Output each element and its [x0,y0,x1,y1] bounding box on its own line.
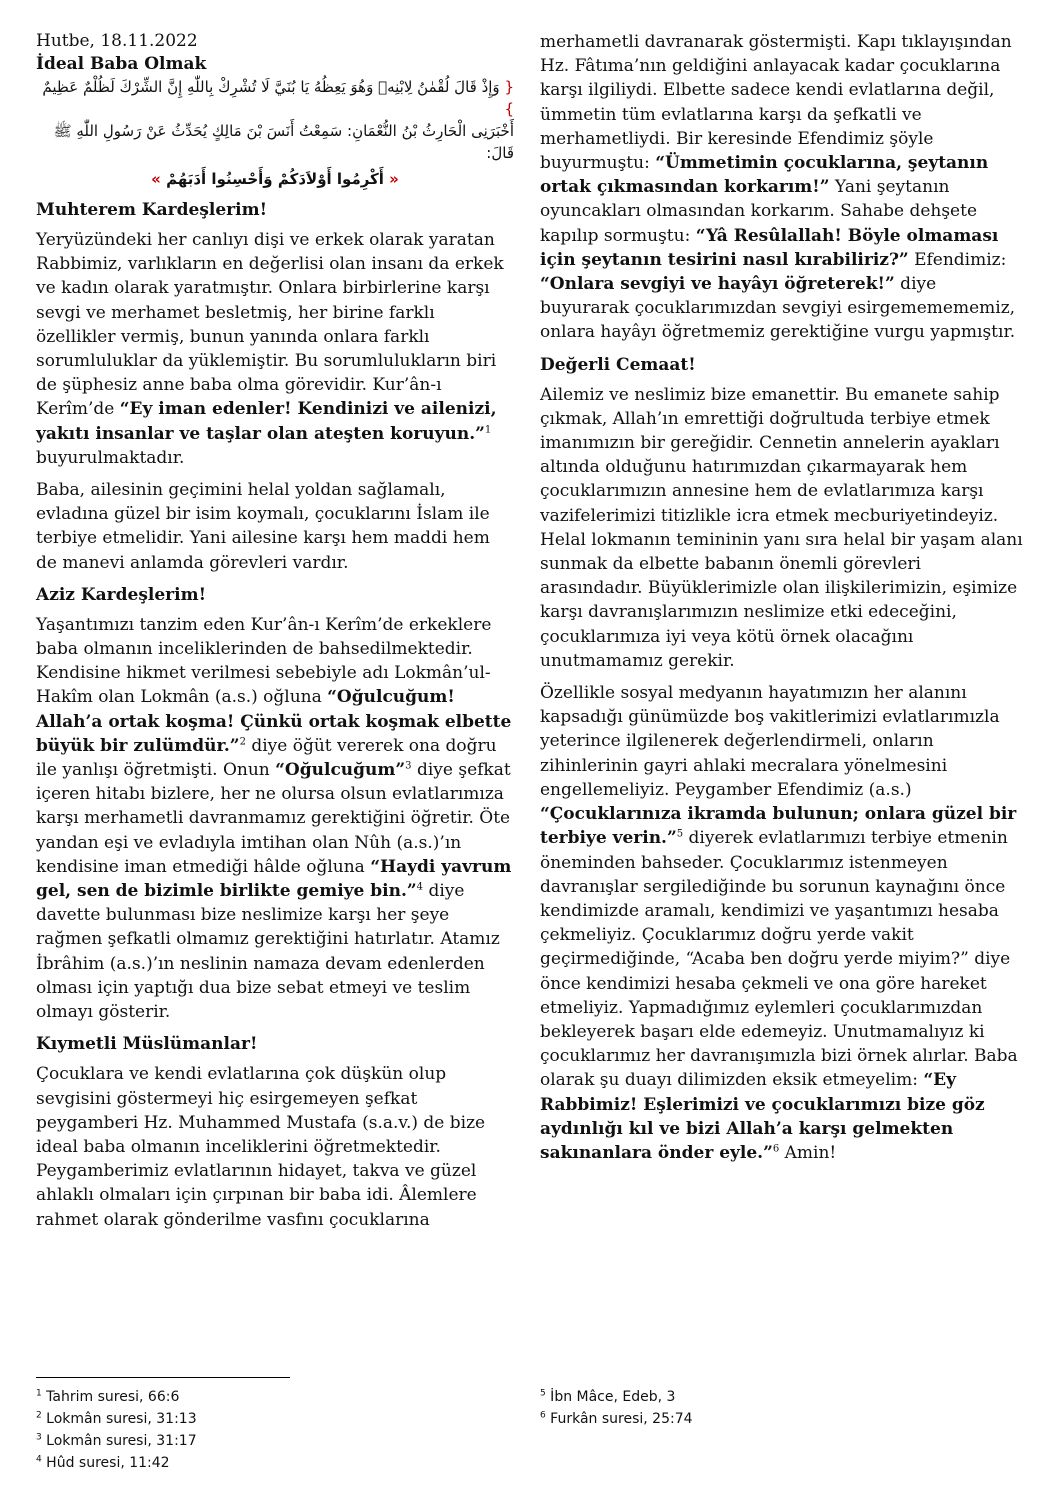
paragraph [540,30,1026,345]
paragraph [36,613,514,1024]
section-heading: Kıymetli Müslümanlar! [36,1034,258,1055]
footnote-ref: 1 [484,423,492,435]
text-run: Efendimiz: [908,249,1007,270]
section-heading: Aziz Kardeşlerim! [36,584,207,605]
hadith-text: أَكْرِمُوا أَوْلاَدَكُمْ وَأَحْسِنُوا أَدَبَهُمْ [166,170,384,188]
section-heading: Muhterem Kardeşlerim! [36,200,268,220]
footnote: $^5$ İbn Mâce, Edeb, 3 [540,1388,676,1405]
right-column [540,30,1026,1173]
text-run: diye öğüt vererek ona doğru ile yanlışı öğretmişti. Onun [36,735,497,781]
hadith-close-quote: » [151,170,161,188]
quote: “Oğulcuğum” [275,760,406,781]
footnote: $^4$ Hûd suresi, 11:42 [36,1454,170,1471]
paragraph [540,681,1026,1165]
text-run: diye davette bulunması bize neslimize karşı her şeye rağmen şefkatli olmamız gerektiğini hatırlatır. Atamız İbrâhim (a.s.)’ın neslinin namaza devam edenlerden olması için yaptığı dua bize sebat etmeyi ve teslim olmayı gösterir. [36,881,500,1023]
footnote: $^2$ Lokmân suresi, 31:13 [36,1410,197,1427]
sermon-date: Hutbe, 18.11.2022 [36,31,198,51]
section-heading: Değerli Cemaat! [540,354,696,375]
quote: “Ümmetimin çocuklarına, şeytanın ortak çıkmasından korkarım!” [540,153,989,198]
text-run: Yaşantımızı tanzim eden Kur’ân-ı Kerîm’de erkeklere baba olmanın inceliklerinden de bahsedilmektedir. Kendisine hikmet verilmesi sebebiyle adı Lokmân’ul-Hakîm olan Lokmân (a.s.) oğluna [36,614,492,708]
footnote: $^3$ Lokmân suresi, 31:17 [36,1432,197,1449]
footnote-ref: 6 [772,1143,780,1155]
footnote-ref: 3 [405,760,412,772]
ayah-text: وَإِذْ قَالَ لُقْمٰنُ لِابْنِهٖ وَهُوَ يَعِظُهُ يَا بُنَيَّ لَا تُشْرِكْ بِاللّٰهِ إِنَّ الشِّرْكَ لَظُلْمٌ عَظِيمٌ [42,78,500,96]
quote: “Onlara sevgiyi ve hayâyı öğreterek!” [540,274,895,295]
arabic-ayah [36,76,514,120]
paragraph: Ailemiz ve neslimiz bize emanettir. Bu emanete sahip çıkmak, Allah’ın emrettiği doğrultuda terbiye etmek imanımızın bir gereğidir. Cennetin annelerin ayakları altında olduğunu hatırımızdan çıkarmayarak hem çocuklarımızın annesine hem de evlatlarımıza karşı vazifelerimizi titizlikle icra etmek mecburiyetindeyiz. Helal lokmanın temininin yanı sıra helal bir yaşam alanı sunmak da elbette babanın önemli görevleri arasındadır. Büyüklerimizle olan ilişkilerimizin, eşimize karşı davranışlarımızın neslimize etki edeceğini, çocuklarımıza iyi veya kötü örnek olacağını unutmamamız gerekir. [540,384,1023,671]
hadith-open-quote: « [389,170,399,188]
text-run: Yani şeytanın oyuncakları olmasından korkarım. Sahabe dehşete kapılıp sormuştu: [540,177,978,246]
footnote: $^6$ Furkân suresi, 25:74 [540,1410,693,1427]
quote: “Ey Rabbimiz! Eşlerimizi ve çocuklarımızı bize göz aydınlığı kıl ve bizi Allah’a karşı gelmekten sakınanlara önder eyle.” [540,1070,985,1163]
left-column [36,30,514,1240]
text-run: Amin! [779,1142,837,1163]
text-run: Yeryüzündeki her canlıyı dişi ve erkek olarak yaratan Rabbimiz, varlıkların en değerlisi olan insanı da erkek ve kadın olarak yaratmıştır. Onlara birbirlerine karşı sevgi ve merhamet besletmiş, her birine farklı özellikler vermiş, bunun yanında onlara farklı sorumluluklar da yüklemiştir. Bu sorumlulukların biri de şüphesiz anne baba olma görevidir. Kur’ân-ı Kerîm’de [36,230,504,420]
footnote-ref: 2 [239,736,246,748]
ayah-close-bracket: } [504,100,514,118]
footnote: $^1$ Tahrim suresi, 66:6 [36,1388,180,1405]
quote: “Ey iman edenler! Kendinizi ve ailenizi, yakıtı insanlar ve taşlar olan ateşten koruyun.” [36,399,497,444]
text-run: merhametli davranarak göstermişti. Kapı tıklayışından Hz. Fâtıma’nın geldiğini anlayacak kadar çocuklarına karşı ilgiliydi. Elbette sadece kendi evlatlarına değil, ümmetin tüm evlatlarına karşı da şefkatli ve merhametliydi. Bir keresinde Efendimiz şöyle buyurmuştu: [540,32,1012,174]
footnote-ref: 5 [676,828,684,840]
text-run: Özellikle sosyal medyanın hayatımızın her alanını kapsadığı günümüzde boş vakitlerimizi evlatlarımızla yeterince ilgilenerek değerlendirmeli, onların zihinlerinin gayri ahlaki mecralara yönelmesini engellemeliyiz. Peygamber Efendimiz (a.s.) [540,683,1000,800]
footnotes-left [36,1386,436,1474]
hadith-chain: أَخْبَرَنِى الْحَارِثُ بْنُ النُّعْمَانِ: سَمِعْتُ أَنَسَ بْنَ مَالِكٍ يُحَدِّثُ عَنْ رَسُولِ اللّٰهِ ﷺ قَالَ: [53,122,514,162]
quote: “Oğulcuğum! Allah’a ortak koşma! Çünkü ortak koşmak elbette büyük bir zulümdür.” [36,687,512,756]
ayah-open-bracket: { [504,78,514,96]
quote: “Haydi yavrum gel, sen de bizimle birlikte gemiye bin.” [36,856,512,902]
paragraph [36,228,514,470]
quote: “Yâ Resûlallah! Böyle olmaması için şeytanın tesirini nasıl kırabiliriz?” [540,225,999,270]
text-run: diye şefkat içeren hitabı bizlere, her ne olursa olsun evlatlarımıza karşı merhametli davranmamız gerektiğini öğretir. Öte yandan eşi ve evladıyla imtihan olan Nûh (a.s.)’ın kendisine iman etmediği hâlde oğluna [36,760,511,877]
text-run: diye buyurarak çocuklarımızdan sevgiyi esirgememememiz, onlara hayâyı öğretmemiz gerektiğine vurgu yapmıştır. [540,274,1016,343]
paragraph: Çocuklara ve kendi evlatlarına çok düşkün olup sevgisini göstermeyi hiç esirgemeyen şefkat peygamberi Hz. Muhammed Mustafa (s.a.v.) de bize ideal baba olmanın inceliklerini öğretmektedir. Peygamberimiz evlatlarının hidayet, takva ve güzel ahlaklı olmaları için çırpınan bir baba idi. Âlemlere rahmet olarak gönderilme vasfını çocuklarına [36,1064,486,1230]
arabic-hadith [36,168,514,190]
footnote-divider [36,1377,290,1378]
sermon-title: İdeal Baba Olmak [36,54,207,74]
text-run: diyerek evlatlarımızı terbiye etmenin öneminden bahseder. Çocuklarımız istenmeyen davranışlar sergilediğinde bu sorunun kaynağını önce kendimizde aramalı, kendimizi ve yaşantımızı hesaba çekmeliyiz. Çocuklarımız doğru yerde vakit geçirmediğinde, “Acaba ben doğru yerde miyim?” diye önce kendimizi hesaba çekmeli ve ona göre hareket etmeliyiz. Yapmadığımız eylemleri çocuklarımızdan bekleyerek başarı elde edemeyiz. Unutmamalıyız ki çocuklarımız her davranışımızla bizi örnek alırlar. Baba olarak şu duayı dilimizden eksik etmeyelim: [540,828,1018,1091]
footnotes-right [540,1386,940,1430]
paragraph: Baba, ailesinin geçimini helal yoldan sağlamalı, evladına güzel bir isim koymalı, çocuklarını İslam ile terbiye etmelidir. Yani ailesine karşı hem maddi hem de manevi anlamda görevleri vardır. [36,480,490,573]
footnote-ref: 4 [416,881,424,893]
text-run: buyurulmaktadır. [36,447,185,468]
quote: “Çocuklarınıza ikramda bulunun; onlara güzel bir terbiye verin.” [540,804,1017,849]
